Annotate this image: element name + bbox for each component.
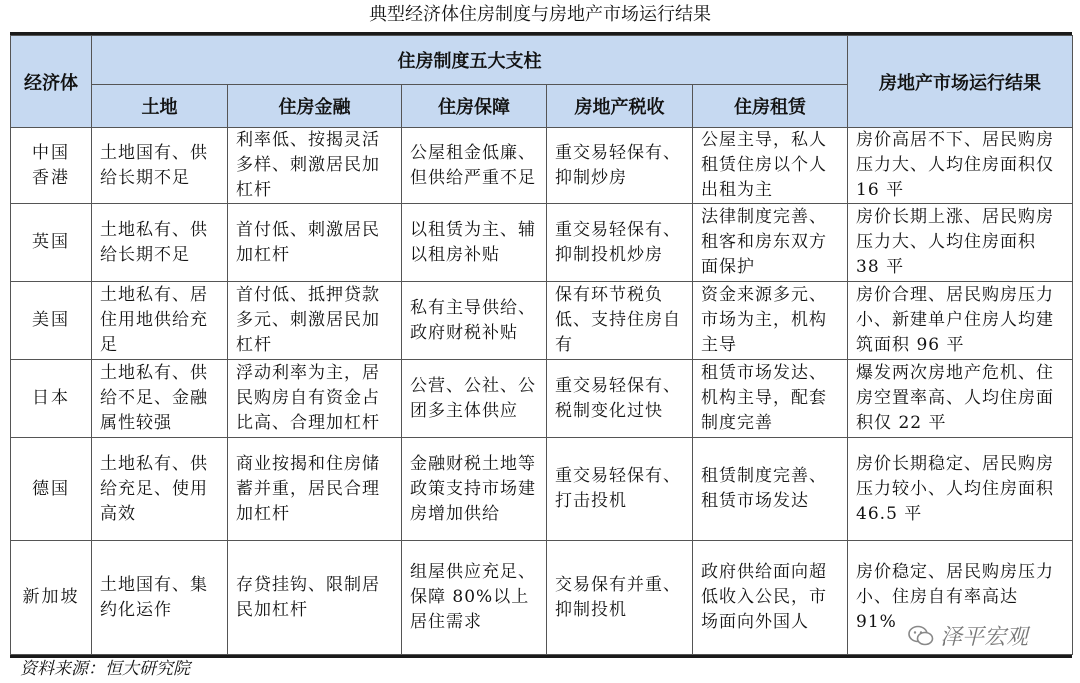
watermark (908, 620, 1028, 651)
table-cell: 房价长期稳定、居民购房压力较小、人均住房面积 46.5 平 (848, 438, 1073, 541)
housing-table (10, 35, 1073, 655)
table-cell: 房价合理、居民购房压力小、新建单户住房人均建筑面积 96 平 (848, 282, 1073, 360)
table-row (11, 204, 1073, 282)
economy-cell: 中国 香港 (11, 128, 92, 204)
table-cell: 法律制度完善、租客和房东双方面保护 (693, 204, 848, 282)
table-row (11, 360, 1073, 438)
table-cell: 交易保有并重、抑制投机 (547, 541, 693, 655)
header-security: 住房保障 (402, 85, 547, 128)
table-cell: 公营、公社、公团多主体供应 (402, 360, 547, 438)
table-row (11, 128, 1073, 204)
table-cell: 首付低、刺激居民加杠杆 (228, 204, 402, 282)
table-cell: 土地国有、供给长期不足 (92, 128, 228, 204)
header-land: 土地 (92, 85, 228, 128)
table-cell: 金融财税土地等政策支持市场建房增加供给 (402, 438, 547, 541)
table-cell: 土地私有、供给长期不足 (92, 204, 228, 282)
table-cell: 土地私有、居住用地供给充足 (92, 282, 228, 360)
table-cell: 资金来源多元、市场为主，机构主导 (693, 282, 848, 360)
table-cell: 爆发两次房地产危机、住房空置率高、人均住房面积仅 22 平 (848, 360, 1073, 438)
header-rental: 住房租赁 (693, 85, 848, 128)
table-cell: 重交易轻保有、打击投机 (547, 438, 693, 541)
housing-table-frame (10, 32, 1072, 658)
table-cell: 土地私有、供给充足、使用高效 (92, 438, 228, 541)
source-note: 资料来源：恒大研究院 (20, 659, 190, 679)
wechat-icon (908, 625, 934, 647)
table-cell: 存贷挂钩、限制居民加杠杆 (228, 541, 402, 655)
table-cell: 保有环节税负低、支持住房自有 (547, 282, 693, 360)
header-result: 房地产市场运行结果 (848, 36, 1073, 128)
economy-cell: 日本 (11, 360, 92, 438)
table-cell: 商业按揭和住房储蓄并重，居民合理加杠杆 (228, 438, 402, 541)
table-cell: 房价长期上涨、居民购房压力大、人均住房面积 38 平 (848, 204, 1073, 282)
economy-cell: 英国 (11, 204, 92, 282)
table-row (11, 282, 1073, 360)
table-cell: 重交易轻保有、税制变化过快 (547, 360, 693, 438)
watermark-text: 泽平宏观 (940, 625, 1029, 650)
table-cell: 土地私有、供给不足、金融属性较强 (92, 360, 228, 438)
table-cell: 重交易轻保有、抑制投机炒房 (547, 204, 693, 282)
economy-cell: 美国 (11, 282, 92, 360)
table-title: 典型经济体住房制度与房地产市场运行结果 (369, 4, 711, 25)
header-finance: 住房金融 (228, 85, 402, 128)
table-cell: 以租赁为主、辅以租房补贴 (402, 204, 547, 282)
header-pillars: 住房制度五大支柱 (92, 36, 848, 85)
header-economy: 经济体 (11, 36, 92, 128)
table-cell: 土地国有、集约化运作 (92, 541, 228, 655)
table-cell: 租赁制度完善、租赁市场发达 (693, 438, 848, 541)
economy-cell: 新加坡 (11, 541, 92, 655)
table-cell: 重交易轻保有、抑制炒房 (547, 128, 693, 204)
table-cell: 公屋主导，私人租赁住房以个人出租为主 (693, 128, 848, 204)
table-cell: 租赁市场发达、机构主导，配套制度完善 (693, 360, 848, 438)
table-cell: 私有主导供给、政府财税补贴 (402, 282, 547, 360)
table-cell: 组屋供应充足、保障 80%以上居住需求 (402, 541, 547, 655)
table-body (11, 128, 1073, 655)
table-row (11, 438, 1073, 541)
economy-cell: 德国 (11, 438, 92, 541)
table-cell: 利率低、按揭灵活多样、刺激居民加杠杆 (228, 128, 402, 204)
table-cell: 浮动利率为主，居民购房自有资金占比高、合理加杠杆 (228, 360, 402, 438)
header-tax: 房地产税收 (547, 85, 693, 128)
table-cell: 房价高居不下、居民购房压力大、人均住房面积仅 16 平 (848, 128, 1073, 204)
table-cell: 首付低、抵押贷款多元、刺激居民加杠杆 (228, 282, 402, 360)
table-cell: 公屋租金低廉、但供给严重不足 (402, 128, 547, 204)
table-cell: 房价稳定、居民购房压力小、住房自有率高达 91% (848, 541, 1073, 655)
table-cell: 政府供给面向超低收入公民，市场面向外国人 (693, 541, 848, 655)
